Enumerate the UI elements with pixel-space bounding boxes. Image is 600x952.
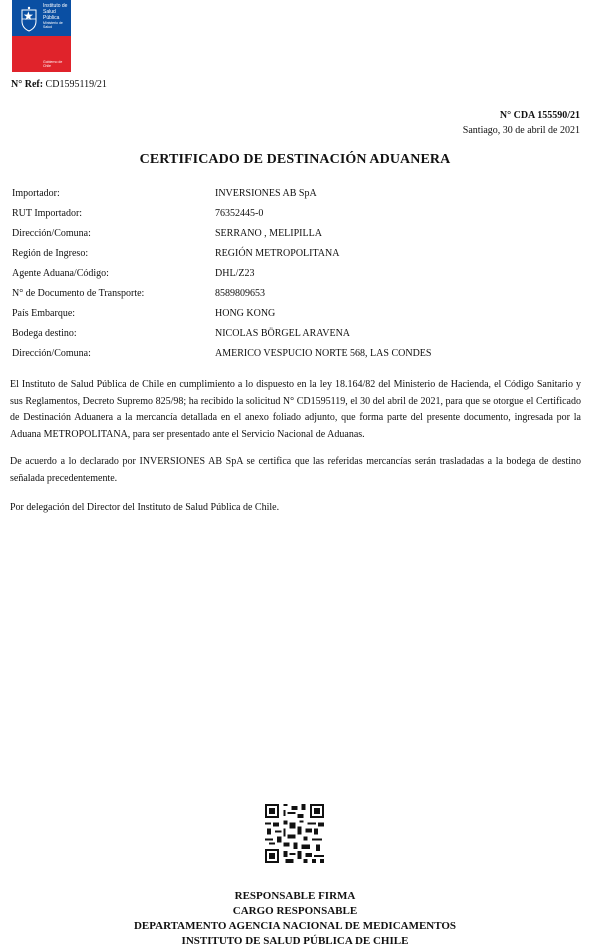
field-row [12,307,572,327]
logo-footer: Gobierno de Chile [43,60,63,68]
qr-code-icon [265,804,324,863]
fields-table [12,187,572,367]
signature-line: RESPONSABLE FIRMA [234,890,356,902]
signature-line: DEPARTAMENTO AGENCIA NACIONAL DE MEDICAMENTOS [133,920,457,932]
logo-title: Instituto de Salud Pública Ministerio de Salud [43,3,68,29]
document-title: CERTIFICADO DE DESTINACIÓN ADUANERA [139,152,451,167]
field-row [12,347,572,367]
field-value: DHL/Z23 [215,268,255,279]
field-label: Región de Ingreso: [12,248,89,259]
field-label: País Embarque: [12,308,76,319]
field-value: HONG KONG [215,308,276,319]
coat-of-arms-icon [19,6,39,32]
field-label: Bodega destino: [12,328,77,339]
field-row [12,287,572,307]
field-value: SERRANO , MELIPILLA [215,228,322,239]
field-value: 76352445-0 [215,208,264,219]
isp-logo [12,0,71,72]
cda-number: N° CDA 155590/21 [499,110,580,121]
field-label: Importador: [12,188,60,199]
field-value: REGIÓN METROPOLITANA [215,248,340,259]
signature-block [0,889,590,949]
field-label: Dirección/Comuna: [12,348,91,359]
delegation-paragraph: Por delegación del Director del Instituto de Salud Pública de Chile. [10,502,280,513]
field-row [12,327,572,347]
declaration-paragraph: De acuerdo a lo declarado por INVERSIONES AB SpA se certifica que las referidas mercancías serán trasladadas a la bodega de destino señalada precedentemente. [10,456,581,484]
field-value: 8589809653 [215,288,265,299]
certification-paragraph: El Instituto de Salud Pública de Chile en cumplimiento a lo dispuesto en la ley 18.164/82 del Ministerio de Hacienda, el Código Sanitario y sus Reglamentos, Decreto Supremo 825/98; ha recibido la solicitud N° CD1595119, el 30 del abril de 2021, para que se otorgue el Certificado de Destinación Aduanera a la mercancía detallada en el anexo foliado adjunto, que forma parte del presente documento, ingresada por la Aduana METROPOLITANA, para ser presentado ante el Servicio Nacional de Aduanas. [10,379,581,440]
field-label: Agente Aduana/Código: [12,268,109,279]
star-icon: ★ [23,9,34,23]
signature-line: INSTITUTO DE SALUD PÚBLICA DE CHILE [181,935,409,947]
reference-number: N° Ref: CD1595119/21 [11,79,107,90]
field-value: NICOLAS BÖRGEL ARAVENA [215,328,351,339]
field-row [12,267,572,287]
field-label: Dirección/Comuna: [12,228,91,239]
field-row [12,187,572,207]
field-row [12,207,572,227]
issue-date: Santiago, 30 de abril de 2021 [462,125,580,136]
signature-line: CARGO RESPONSABLE [232,905,358,917]
field-value: INVERSIONES AB SpA [215,188,317,199]
field-label: RUT Importador: [12,208,83,219]
field-label: N° de Documento de Transporte: [12,288,145,299]
field-value: AMERICO VESPUCIO NORTE 568, LAS CONDES [215,348,432,359]
field-row [12,247,572,267]
field-row [12,227,572,247]
